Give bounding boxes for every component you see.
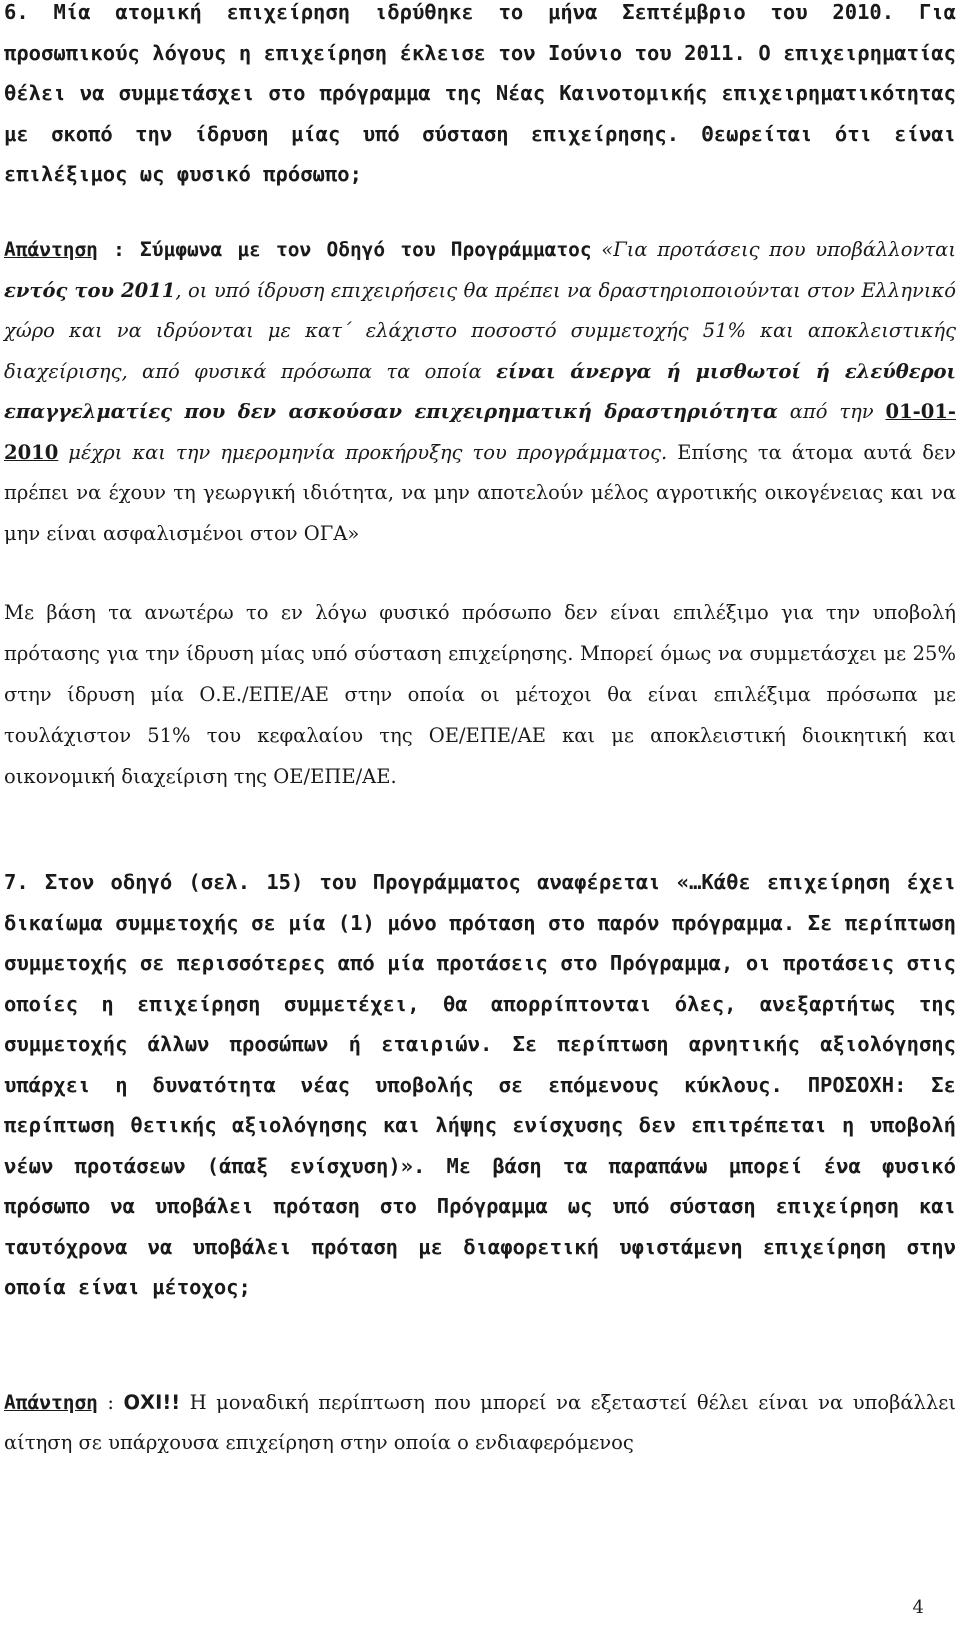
answer-separator: : <box>97 238 141 261</box>
answer-6-conclusion: Με βάση τα ανωτέρω το εν λόγω φυσικό πρόσωπο δεν είναι επιλέξιμο για την υποβολή πρότασης για την ίδρυση μίας υπό σύσταση επιχείρησης. Μπορεί όμως να συμμετάσχει με 25% στην ίδρυση μία Ο.Ε./ΕΠΕ/ΑΕ στην οποία οι μέτοχοι θα είναι επιλέξιμα πρόσωπα με τουλάχιστον 51% του κεφαλαίου της ΟΕ/ΕΠΕ/ΑΕ και με αποκλειστική διοικητική και οικονομική διαχείριση της ΟΕ/ΕΠΕ/ΑΕ. <box>4 601 956 788</box>
quote-segment-a: , οι υπό ίδρυση επιχειρήσεις θα πρέπει να δραστηριοποιούνται στον Ελληνικό χώρο και να ιδρύονται με κατ΄ ελάχιστο ποσοστό συμμετοχής 51% και αποκλειστικής διαχείρισης, από φυσικά πρόσωπα τα οποία <box>4 278 956 383</box>
quote-segment-d: Επίσης τα άτομα αυτά δεν πρέπει να έχουν τη γεωργική ιδιότητα, να μην αποτελούν μέλος αγροτικής οικογένειας και να μην είναι ασφαλισμένοι στον ΟΓΑ» <box>4 440 956 545</box>
answer-label: Απάντηση <box>4 238 98 261</box>
eligibility-condition: είναι άνεργα ή μισθωτοί ή ελεύθεροι επαγγελματίες που δεν ασκούσαν επιχειρηματική δραστηριότητα <box>4 359 956 423</box>
answer-text: Η μοναδική περίπτωση που μπορεί να εξεταστεί θέλει είναι να υποβάλλει αίτηση σε υπάρχουσα επιχείρηση στην οποία ο ενδιαφερόμενος <box>4 1391 957 1454</box>
quote-segment-b: από την <box>777 400 886 423</box>
reference-date: 01-01-2010 <box>4 400 956 464</box>
answer-7 <box>4 1383 956 1463</box>
answer-label: Απάντηση <box>4 1391 98 1414</box>
within-2011: εντός του 2011 <box>4 278 176 302</box>
quote-segment-c: μέχρι και την ημερομηνία προκήρυξης του προγράμματος. <box>58 440 668 464</box>
guide-reference: Σύμφωνα με τον Οδηγό του Προγράμματος <box>140 238 592 261</box>
question-6: 6. Μία ατομική επιχείρηση ιδρύθηκε το μήνα Σεπτέμβριο του 2010. Για προσωπικούς λόγους η επιχείρηση έκλεισε τον Ιούνιο του 2011. Ο επιχειρηματίας θέλει να συμμετάσχει στο πρόγραμμα της Νέας Καινοτομικής επιχειρηματικότητας με σκοπό την ίδρυση μίας υπό σύσταση επιχείρησης. Θεωρείται ότι είναι επιλέξιμος ως φυσικό πρόσωπο; <box>4 0 956 186</box>
answer-6-guide-quote <box>4 230 956 554</box>
question-7: 7. Στον οδηγό (σελ. 15) του Προγράμματος αναφέρεται «…Κάθε επιχείρηση έχει δικαίωμα συμμετοχής σε μία (1) μόνο πρόταση στο παρόν πρόγραμμα. Σε περίπτωση συμμετοχής σε περισσότερες από μία προτάσεις στο Πρόγραμμα, οι προτάσεις στις οποίες η επιχείρηση συμμετέχει, θα απορρίπτονται όλες, ανεξαρτήτως της συμμετοχής άλλων προσώπων ή εταιριών. Σε περίπτωση αρνητικής αξιολόγησης υπάρχει η δυνατότητα νέας υποβολής σε επόμενους κύκλους. ΠΡΟΣΟΧΗ: Σε περίπτωση θετικής αξιολόγησης και λήψης ενίσχυσης δεν επιτρέπεται η υποβολή νέων προτάσεων (άπαξ ενίσχυση)». Με βάση τα παραπάνω μπορεί ένα φυσικό πρόσωπο να υποβάλει πρόταση στο Πρόγραμμα ως υπό σύσταση επιχείρηση και ταυτόχρονα να υποβάλει πρόταση με διαφορετική υφιστάμενη επιχείρηση στην οποία είναι μέτοχος; <box>4 870 956 1299</box>
answer-no: ΟΧΙ!! <box>123 1391 181 1414</box>
page-number: 4 <box>912 1597 924 1618</box>
answer-separator: : <box>97 1391 124 1414</box>
quote-open: «Για προτάσεις που υποβάλλονται <box>591 238 956 261</box>
